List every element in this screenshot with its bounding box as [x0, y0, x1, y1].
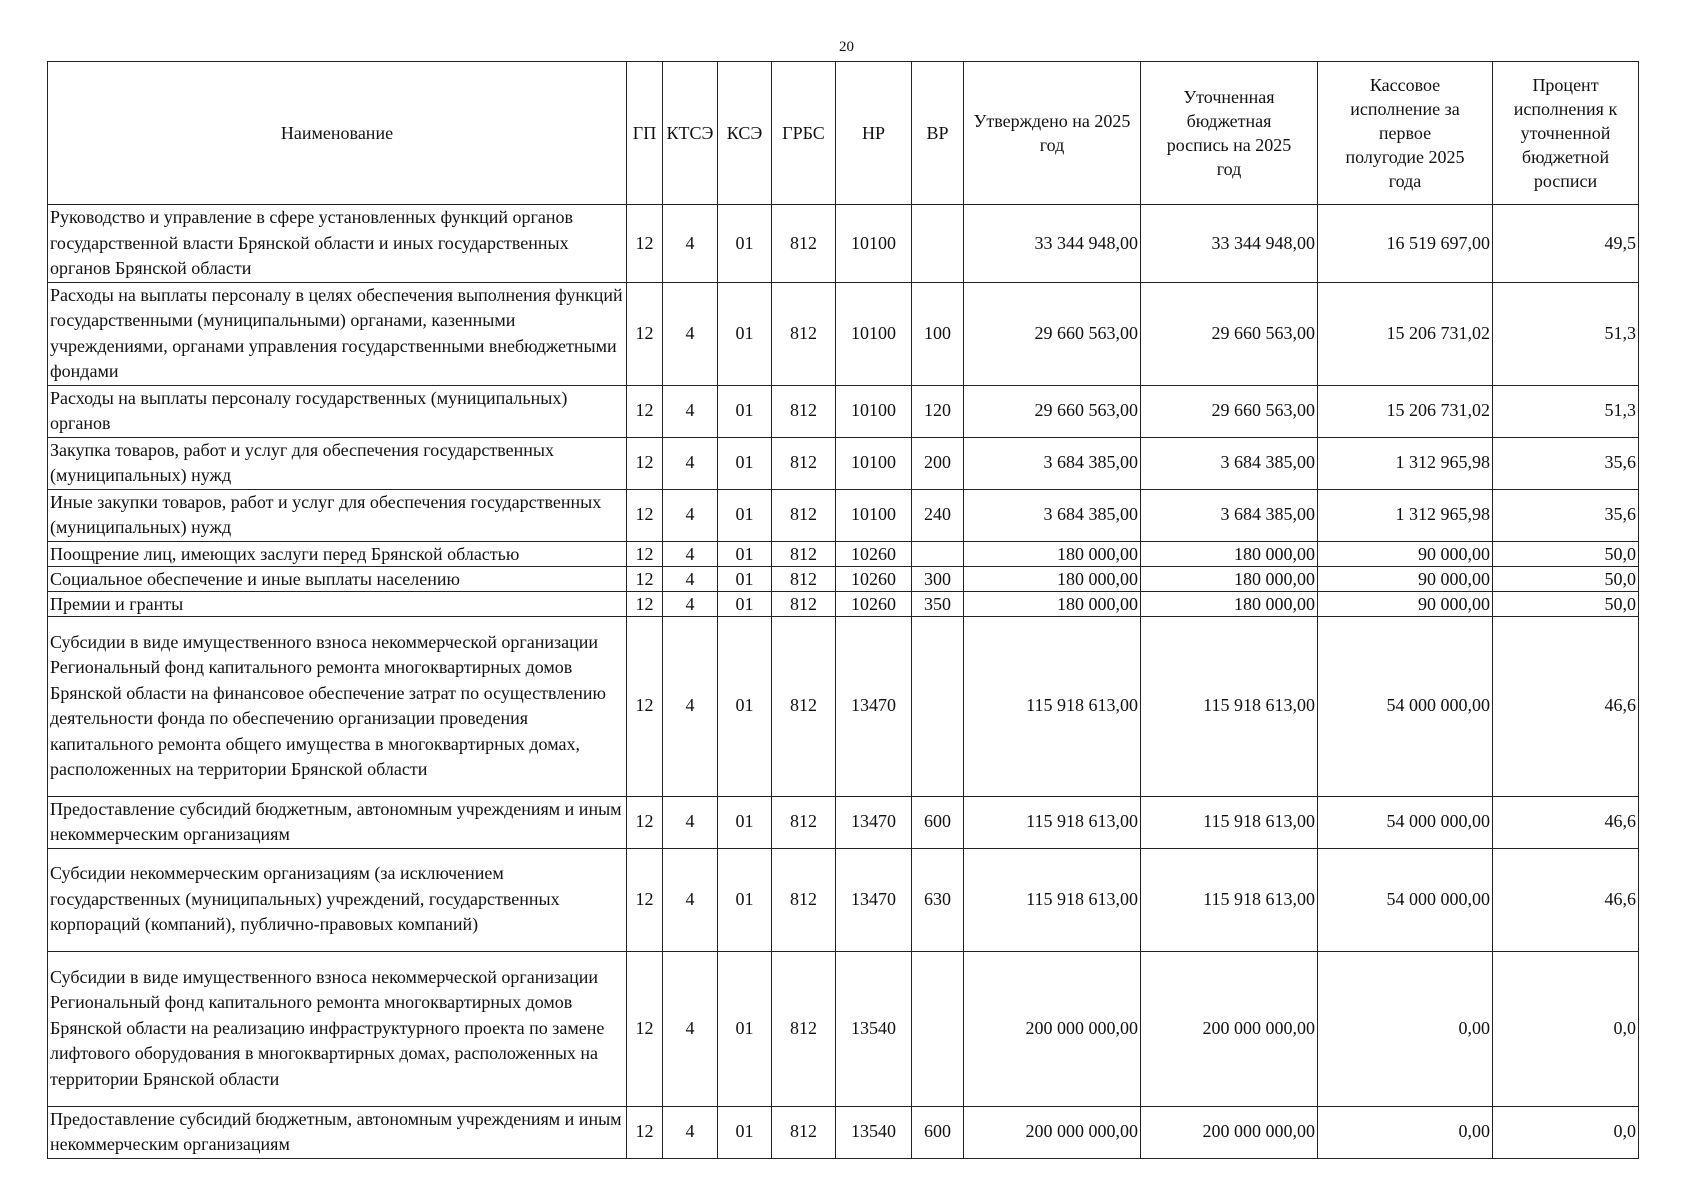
cell-cash: 15 206 731,02: [1318, 282, 1493, 385]
cell-cash: 90 000,00: [1318, 566, 1493, 591]
column-header-name: Наименование: [48, 62, 627, 205]
cell-gp: 12: [627, 541, 663, 566]
cell-ktse: 4: [663, 951, 718, 1106]
column-header-gp: ГП: [627, 62, 663, 205]
cell-ktse: 4: [663, 591, 718, 616]
cell-ktse: 4: [663, 616, 718, 796]
cell-approved: 115 918 613,00: [964, 848, 1141, 951]
column-header-grbs: ГРБС: [772, 62, 836, 205]
table-row: [48, 385, 1639, 437]
table-row: [48, 437, 1639, 489]
cell-vr: 600: [912, 1106, 964, 1158]
cell-approved: 180 000,00: [964, 591, 1141, 616]
cell-np: 10100: [836, 282, 912, 385]
cell-np: 10100: [836, 205, 912, 283]
cell-np: 10100: [836, 489, 912, 541]
column-header-np: НР: [836, 62, 912, 205]
cell-cash: 1 312 965,98: [1318, 437, 1493, 489]
cell-gp: 12: [627, 385, 663, 437]
cell-ktse: 4: [663, 566, 718, 591]
cell-name: Расходы на выплаты персоналу в целях обеспечения выполнения функций государственными (муниципальными) органами, казенными учреждениями, органами управления государственными внебюджетными фондами: [48, 282, 627, 385]
table-row: [48, 796, 1639, 848]
cell-np: 10260: [836, 591, 912, 616]
cell-np: 13540: [836, 1106, 912, 1158]
cell-gp: 12: [627, 437, 663, 489]
cell-name: Субсидии некоммерческим организациям (за исключением государственных (муниципальных) учреждений, государственных корпораций (компаний), публично-правовых компаний): [48, 848, 627, 951]
page-number: 20: [839, 39, 854, 55]
cell-refined: 29 660 563,00: [1141, 385, 1318, 437]
cell-percent: 51,3: [1493, 385, 1639, 437]
cell-kse: 01: [718, 489, 772, 541]
cell-percent: 51,3: [1493, 282, 1639, 385]
cell-gp: 12: [627, 616, 663, 796]
cell-vr: 600: [912, 796, 964, 848]
cell-gp: 12: [627, 282, 663, 385]
cell-refined: 115 918 613,00: [1141, 616, 1318, 796]
cell-ktse: 4: [663, 385, 718, 437]
cell-grbs: 812: [772, 385, 836, 437]
cell-approved: 3 684 385,00: [964, 437, 1141, 489]
cell-name: Субсидии в виде имущественного взноса некоммерческой организации Региональный фонд капитального ремонта многоквартирных домов Брянской области на реализацию инфраструктурного проекта по замене лифтового оборудования в многоквартирных домах, расположенных на территории Брянской области: [48, 951, 627, 1106]
cell-np: 13470: [836, 848, 912, 951]
cell-kse: 01: [718, 541, 772, 566]
cell-ktse: 4: [663, 541, 718, 566]
cell-approved: 180 000,00: [964, 566, 1141, 591]
cell-cash: 54 000 000,00: [1318, 796, 1493, 848]
cell-ktse: 4: [663, 848, 718, 951]
cell-kse: 01: [718, 385, 772, 437]
cell-percent: 50,0: [1493, 591, 1639, 616]
cell-grbs: 812: [772, 282, 836, 385]
table-row: [48, 566, 1639, 591]
table-row: [48, 951, 1639, 1106]
cell-cash: 16 519 697,00: [1318, 205, 1493, 283]
cell-approved: 200 000 000,00: [964, 951, 1141, 1106]
cell-vr: 300: [912, 566, 964, 591]
cell-np: 13540: [836, 951, 912, 1106]
cell-cash: 54 000 000,00: [1318, 848, 1493, 951]
column-header-vr: ВР: [912, 62, 964, 205]
column-header-kse: КСЭ: [718, 62, 772, 205]
column-header-cash: Кассовое исполнение за первое полугодие 2025 года: [1318, 62, 1493, 205]
cell-grbs: 812: [772, 541, 836, 566]
cell-kse: 01: [718, 951, 772, 1106]
cell-kse: 01: [718, 437, 772, 489]
cell-grbs: 812: [772, 205, 836, 283]
cell-gp: 12: [627, 591, 663, 616]
cell-kse: 01: [718, 796, 772, 848]
cell-name: Закупка товаров, работ и услуг для обеспечения государственных (муниципальных) нужд: [48, 437, 627, 489]
cell-vr: [912, 616, 964, 796]
cell-grbs: 812: [772, 566, 836, 591]
cell-percent: 50,0: [1493, 541, 1639, 566]
cell-refined: 3 684 385,00: [1141, 437, 1318, 489]
cell-percent: 35,6: [1493, 437, 1639, 489]
cell-np: 10100: [836, 437, 912, 489]
cell-grbs: 812: [772, 796, 836, 848]
cell-refined: 180 000,00: [1141, 591, 1318, 616]
column-header-approved: Утверждено на 2025 год: [964, 62, 1141, 205]
cell-gp: 12: [627, 489, 663, 541]
cell-refined: 115 918 613,00: [1141, 796, 1318, 848]
cell-vr: [912, 205, 964, 283]
cell-kse: 01: [718, 1106, 772, 1158]
cell-gp: 12: [627, 848, 663, 951]
cell-percent: 35,6: [1493, 489, 1639, 541]
cell-percent: 46,6: [1493, 848, 1639, 951]
cell-approved: 115 918 613,00: [964, 616, 1141, 796]
cell-kse: 01: [718, 616, 772, 796]
cell-name: Социальное обеспечение и иные выплаты населению: [48, 566, 627, 591]
cell-grbs: 812: [772, 616, 836, 796]
cell-cash: 1 312 965,98: [1318, 489, 1493, 541]
cell-refined: 29 660 563,00: [1141, 282, 1318, 385]
cell-approved: 180 000,00: [964, 541, 1141, 566]
cell-np: 10260: [836, 541, 912, 566]
cell-vr: [912, 951, 964, 1106]
cell-refined: 200 000 000,00: [1141, 951, 1318, 1106]
cell-refined: 3 684 385,00: [1141, 489, 1318, 541]
cell-vr: 240: [912, 489, 964, 541]
table-row: [48, 848, 1639, 951]
cell-vr: 630: [912, 848, 964, 951]
cell-approved: 200 000 000,00: [964, 1106, 1141, 1158]
cell-np: 13470: [836, 616, 912, 796]
cell-gp: 12: [627, 951, 663, 1106]
cell-vr: 200: [912, 437, 964, 489]
cell-kse: 01: [718, 282, 772, 385]
cell-name: Расходы на выплаты персоналу государственных (муниципальных) органов: [48, 385, 627, 437]
cell-name: Поощрение лиц, имеющих заслуги перед Брянской областью: [48, 541, 627, 566]
cell-ktse: 4: [663, 282, 718, 385]
column-header-refined: Уточненная бюджетная роспись на 2025 год: [1141, 62, 1318, 205]
cell-np: 10260: [836, 566, 912, 591]
cell-name: Субсидии в виде имущественного взноса некоммерческой организации Региональный фонд капитального ремонта многоквартирных домов Брянской области на финансовое обеспечение затрат по осуществлению деятельности фонда по обеспечению организации проведения капитального ремонта общего имущества в многоквартирных домах, расположенных на территории Брянской области: [48, 616, 627, 796]
cell-approved: 33 344 948,00: [964, 205, 1141, 283]
cell-name: Предоставление субсидий бюджетным, автономным учреждениям и иным некоммерческим организациям: [48, 796, 627, 848]
cell-percent: 0,0: [1493, 951, 1639, 1106]
cell-grbs: 812: [772, 489, 836, 541]
column-header-percent: Процент исполнения к уточненной бюджетной росписи: [1493, 62, 1639, 205]
cell-ktse: 4: [663, 205, 718, 283]
table-row: [48, 205, 1639, 283]
cell-refined: 180 000,00: [1141, 541, 1318, 566]
cell-approved: 29 660 563,00: [964, 282, 1141, 385]
cell-percent: 49,5: [1493, 205, 1639, 283]
cell-ktse: 4: [663, 489, 718, 541]
table-row: [48, 616, 1639, 796]
cell-grbs: 812: [772, 591, 836, 616]
cell-vr: 120: [912, 385, 964, 437]
cell-vr: 350: [912, 591, 964, 616]
table-row: [48, 282, 1639, 385]
cell-refined: 115 918 613,00: [1141, 848, 1318, 951]
cell-kse: 01: [718, 566, 772, 591]
cell-ktse: 4: [663, 796, 718, 848]
cell-ktse: 4: [663, 437, 718, 489]
table-row: [48, 489, 1639, 541]
cell-refined: 180 000,00: [1141, 566, 1318, 591]
cell-approved: 115 918 613,00: [964, 796, 1141, 848]
cell-grbs: 812: [772, 437, 836, 489]
cell-kse: 01: [718, 591, 772, 616]
table-row: [48, 591, 1639, 616]
cell-gp: 12: [627, 1106, 663, 1158]
cell-percent: 46,6: [1493, 796, 1639, 848]
cell-cash: 0,00: [1318, 951, 1493, 1106]
cell-grbs: 812: [772, 848, 836, 951]
cell-cash: 90 000,00: [1318, 541, 1493, 566]
cell-grbs: 812: [772, 1106, 836, 1158]
cell-name: Предоставление субсидий бюджетным, автономным учреждениям и иным некоммерческим организациям: [48, 1106, 627, 1158]
cell-percent: 0,0: [1493, 1106, 1639, 1158]
cell-approved: 3 684 385,00: [964, 489, 1141, 541]
cell-cash: 0,00: [1318, 1106, 1493, 1158]
cell-refined: 200 000 000,00: [1141, 1106, 1318, 1158]
cell-name: Премии и гранты: [48, 591, 627, 616]
table-row: [48, 1106, 1639, 1158]
cell-np: 13470: [836, 796, 912, 848]
cell-cash: 54 000 000,00: [1318, 616, 1493, 796]
cell-name: Иные закупки товаров, работ и услуг для обеспечения государственных (муниципальных) нужд: [48, 489, 627, 541]
cell-cash: 90 000,00: [1318, 591, 1493, 616]
budget-execution-table: [47, 61, 1639, 1159]
cell-ktse: 4: [663, 1106, 718, 1158]
column-header-ktse: КТСЭ: [663, 62, 718, 205]
cell-kse: 01: [718, 205, 772, 283]
cell-np: 10100: [836, 385, 912, 437]
cell-approved: 29 660 563,00: [964, 385, 1141, 437]
cell-vr: [912, 541, 964, 566]
cell-gp: 12: [627, 796, 663, 848]
cell-percent: 46,6: [1493, 616, 1639, 796]
cell-refined: 33 344 948,00: [1141, 205, 1318, 283]
header-row: [48, 62, 1639, 205]
cell-kse: 01: [718, 848, 772, 951]
cell-vr: 100: [912, 282, 964, 385]
cell-name: Руководство и управление в сфере установленных функций органов государственной власти Брянской области и иных государственных органов Брянской области: [48, 205, 627, 283]
cell-cash: 15 206 731,02: [1318, 385, 1493, 437]
cell-gp: 12: [627, 205, 663, 283]
cell-percent: 50,0: [1493, 566, 1639, 591]
cell-grbs: 812: [772, 951, 836, 1106]
cell-gp: 12: [627, 566, 663, 591]
table-row: [48, 541, 1639, 566]
